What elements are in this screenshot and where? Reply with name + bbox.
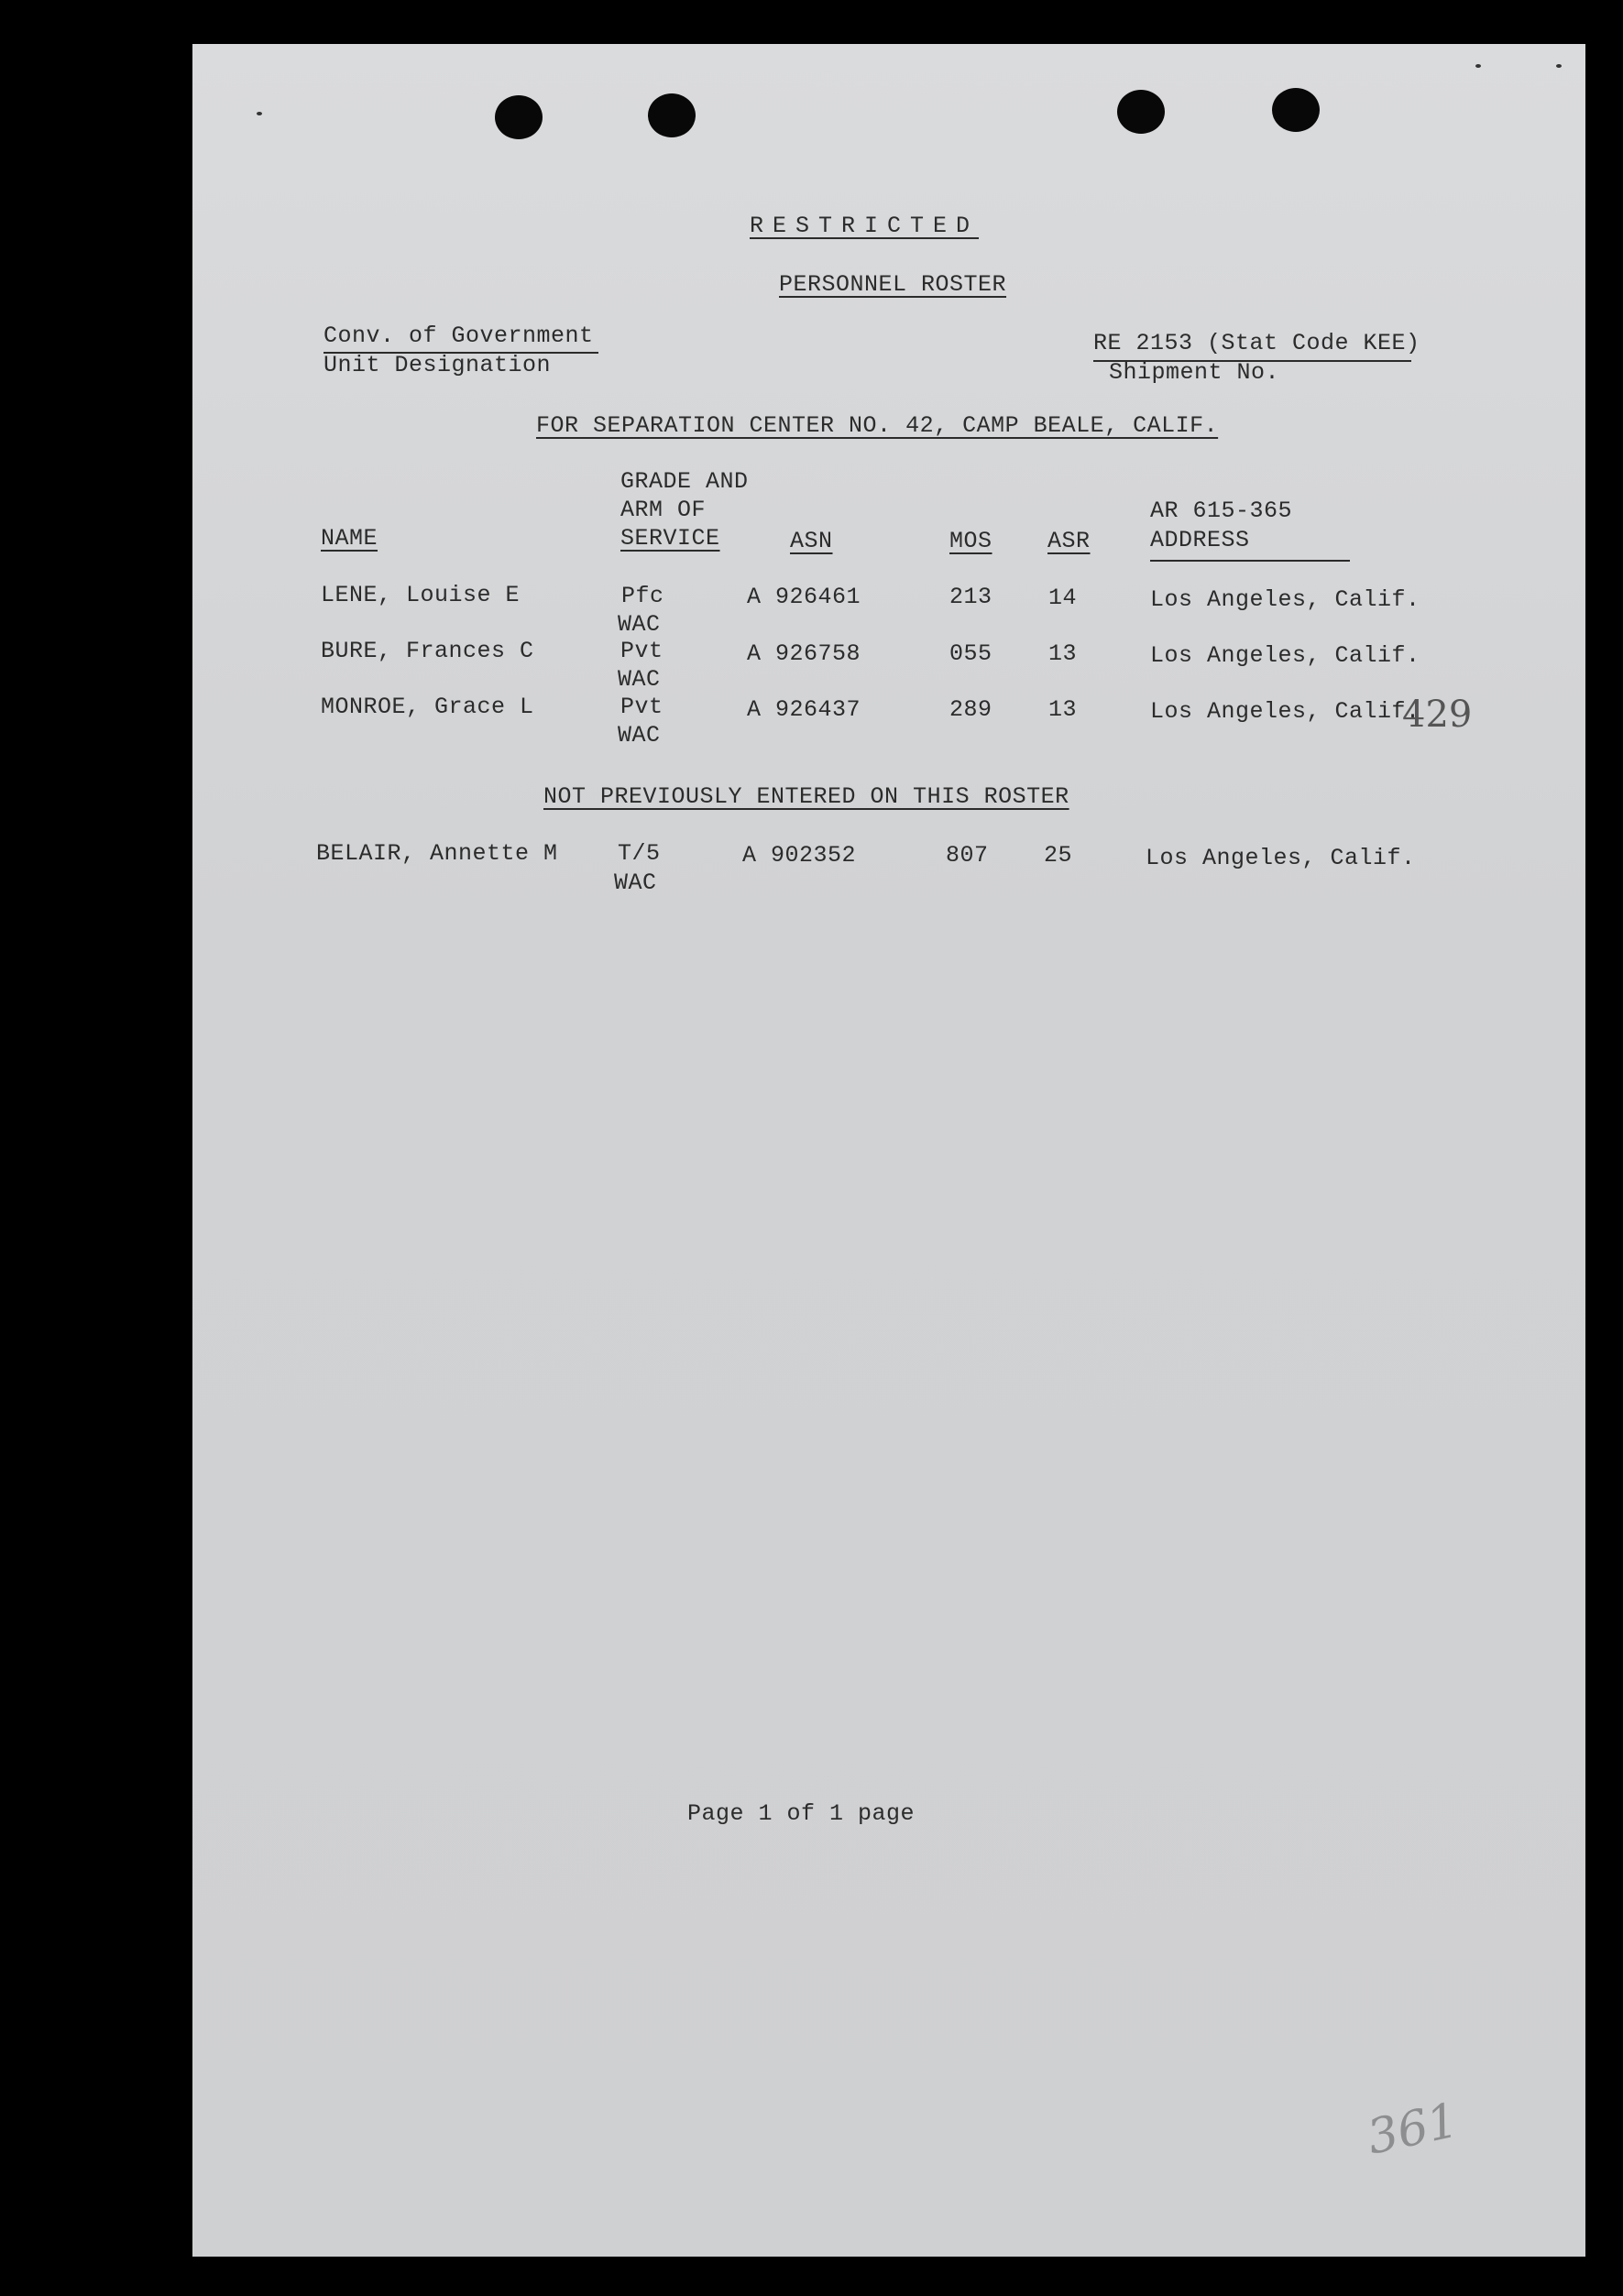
stamped-number: 429	[1402, 694, 1473, 736]
mos-cell: 807	[946, 842, 989, 869]
section-note: NOT PREVIOUSLY ENTERED ON THIS ROSTER	[543, 783, 1069, 810]
arm-cell: WAC	[618, 666, 661, 693]
name-cell: BURE, Frances C	[321, 638, 534, 664]
column-header-name: NAME	[321, 525, 378, 552]
paper-speck	[1556, 64, 1562, 68]
arm-cell: WAC	[618, 722, 661, 749]
name-cell: LENE, Louise E	[321, 582, 521, 608]
document-page	[192, 44, 1585, 2257]
shipment-number-value: RE 2153 (Stat Code KEE)	[1093, 330, 1420, 356]
paper-speck	[1475, 64, 1481, 68]
punch-hole	[495, 95, 543, 139]
punch-hole	[1272, 88, 1320, 132]
asn-cell: A 926758	[747, 640, 861, 667]
grade-cell: Pvt	[620, 638, 663, 664]
asr-cell: 25	[1044, 842, 1073, 869]
column-header-address: ADDRESS	[1150, 527, 1250, 553]
address-cell: Los Angeles, Calif.	[1146, 845, 1416, 871]
grade-cell: T/5	[618, 840, 661, 867]
name-cell: MONROE, Grace L	[321, 694, 534, 720]
column-header-asn: ASN	[790, 528, 833, 554]
column-header-grade: GRADE AND	[620, 468, 749, 495]
grade-cell: Pvt	[620, 694, 663, 720]
mos-cell: 213	[949, 584, 992, 610]
asn-cell: A 926461	[747, 584, 861, 610]
address-header-rule	[1150, 560, 1350, 562]
unit-designation-label: Unit Designation	[324, 352, 552, 378]
punch-hole	[1117, 90, 1165, 134]
asn-cell: A 926437	[747, 696, 861, 723]
classification-marking: RESTRICTED	[750, 213, 980, 239]
arm-cell: WAC	[614, 869, 657, 896]
column-header-address: AR 615-365	[1150, 497, 1293, 524]
address-cell: Los Angeles, Calif.	[1150, 698, 1420, 725]
column-header-grade: ARM OF	[620, 497, 707, 523]
mos-cell: 289	[949, 696, 992, 723]
name-cell: BELAIR, Annette M	[316, 840, 558, 867]
asr-cell: 13	[1048, 696, 1078, 723]
page-footer: Page 1 of 1 page	[687, 1800, 916, 1827]
unit-designation-value: Conv. of Government	[324, 323, 594, 349]
column-header-mos: MOS	[949, 528, 992, 554]
column-header-grade: SERVICE	[620, 525, 720, 552]
paper-speck	[257, 112, 262, 115]
shipment-number-label: Shipment No.	[1109, 359, 1280, 386]
mos-cell: 055	[949, 640, 992, 667]
column-header-asr: ASR	[1047, 528, 1091, 554]
document-title: PERSONNEL ROSTER	[779, 271, 1007, 298]
address-cell: Los Angeles, Calif.	[1150, 642, 1420, 669]
grade-cell: Pfc	[621, 583, 664, 609]
handwritten-number: 361	[1362, 2093, 1464, 2166]
asr-cell: 13	[1048, 640, 1078, 667]
address-cell: Los Angeles, Calif.	[1150, 586, 1420, 613]
punch-hole	[648, 93, 696, 137]
destination-line: FOR SEPARATION CENTER NO. 42, CAMP BEALE, CALIF.	[536, 412, 1219, 439]
asr-cell: 14	[1048, 585, 1078, 611]
asn-cell: A 902352	[742, 842, 857, 869]
arm-cell: WAC	[618, 611, 661, 638]
